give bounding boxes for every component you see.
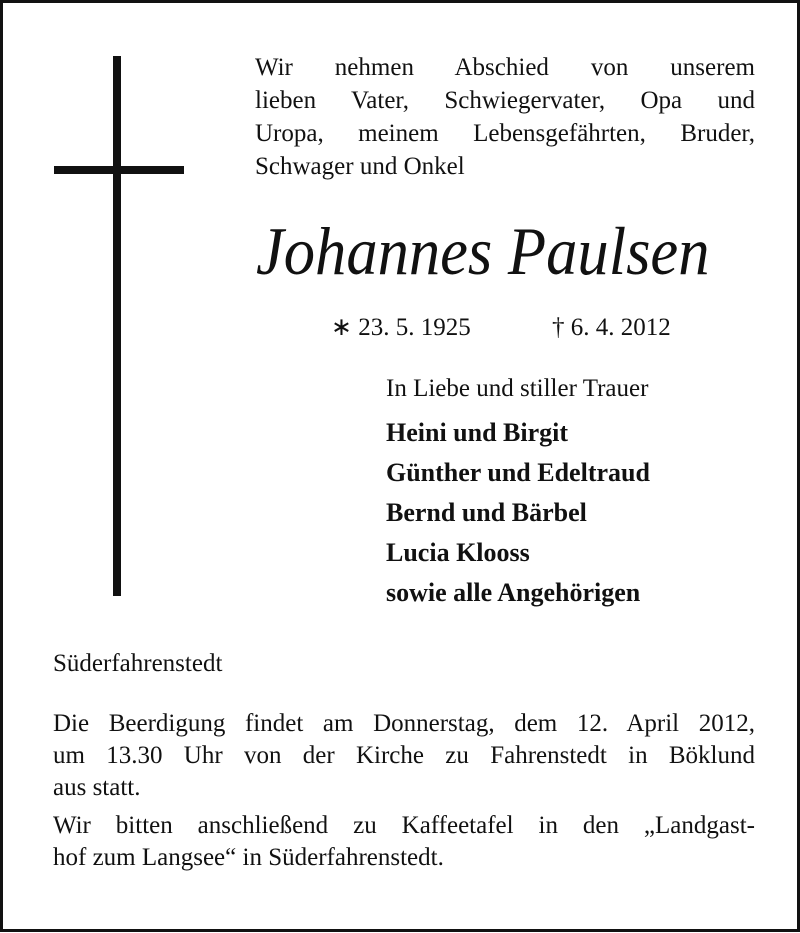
mourner: Bernd und Bärbel xyxy=(386,498,587,527)
request-line: Wir bitten anschließend zu Kaffeetafel in den „Landgast- xyxy=(53,812,755,839)
birth-date: ∗ 23. 5. 1925 xyxy=(331,314,471,341)
mourner: sowie alle Angehörigen xyxy=(386,578,641,607)
funeral-line: aus statt. xyxy=(53,774,141,801)
mourner: Günther und Edeltraud xyxy=(386,458,650,487)
mourning-intro: In Liebe und stiller Trauer xyxy=(386,375,649,402)
mourner: Heini und Birgit xyxy=(386,418,569,447)
cross-icon-horizontal xyxy=(54,166,184,174)
mourners-list xyxy=(386,413,650,613)
place-name: Süderfahrenstedt xyxy=(53,650,223,677)
deceased-name: Johannes Paulsen xyxy=(256,213,710,289)
funeral-line: Die Beerdigung findet am Donnerstag, dem 12. April 2012, xyxy=(53,710,755,737)
mourner: Lucia Klooss xyxy=(386,538,530,567)
intro-text xyxy=(255,51,755,183)
funeral-info xyxy=(53,708,755,874)
intro-line: lieben Vater, Schwiegervater, Opa und xyxy=(255,87,755,114)
intro-line: Wir nehmen Abschied von unserem xyxy=(255,54,755,81)
request-line: hof zum Langsee“ in Süderfahrenstedt. xyxy=(53,844,444,871)
funeral-line: um 13.30 Uhr von der Kirche zu Fahrenstedt in Böklund xyxy=(53,742,755,769)
death-date: † 6. 4. 2012 xyxy=(552,314,671,341)
intro-line: Schwager und Onkel xyxy=(255,153,465,180)
cross-icon-vertical xyxy=(113,56,121,596)
intro-line: Uropa, meinem Lebensgefährten, Bruder, xyxy=(255,120,755,147)
